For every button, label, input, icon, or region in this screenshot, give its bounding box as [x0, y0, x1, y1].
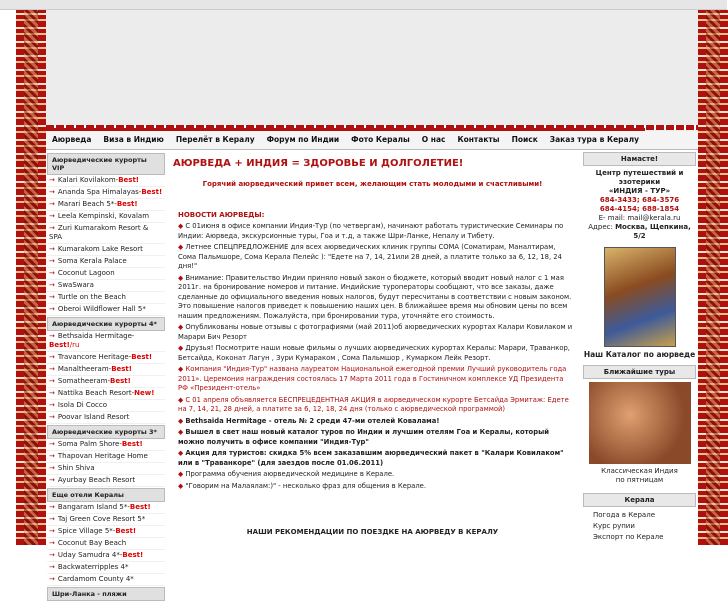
sidebar-item-label: Manaltheeram- [57, 365, 112, 373]
email-link[interactable]: E- mail: mail@kerala.ru [598, 214, 681, 222]
greeting-text: Горячий аюрведический привет всем, желающим стать молодыми и счастливыми! [202, 180, 543, 188]
sidebar-item-label: Oberoi Wildflower Hall 5* [57, 305, 146, 313]
diamond-icon: ◆ [178, 481, 186, 490]
sidebar-item-label: Taj Green Cove Resort 5* [57, 515, 146, 523]
best-badge: Best! [110, 377, 131, 385]
arrow-icon: → [49, 563, 55, 571]
diamond-icon: ◆ [178, 273, 186, 282]
sidebar-item-label: Bangaram Island 5*- [57, 503, 130, 511]
sidebar-item-label: Travancore Heritage- [57, 353, 132, 361]
address [583, 223, 696, 241]
arrow-icon: → [49, 551, 55, 559]
news-item-text: С 01 апреля объявляется БЕСПРЕЦЕДЕНТНАЯ АКЦИЯ в аюрведическом курорте Бетсайда Эрмитаж: Едете на 7, 14, 21, 28 дней, а платите за 6, 12, 18, 24 дня (только с аюрведической программой) [178, 395, 569, 413]
arrow-icon: → [49, 332, 55, 340]
best-badge: Best! [121, 440, 143, 448]
company-name: «ИНДИЯ - ТУР» [608, 187, 671, 195]
news-item[interactable] [178, 482, 574, 492]
sidebar-item-label: Kalari Kovilakom- [57, 176, 119, 184]
sidebar-item[interactable] [47, 268, 165, 280]
sidebar-item-label: Leela Kempinski, Kovalam [57, 212, 150, 220]
diamond-icon: ◆ [178, 395, 186, 404]
address-label: Адрес: [588, 223, 613, 231]
sidebar-section-heading: Еще отели Кералы [47, 488, 165, 502]
sidebar-section-heading: Шри-Ланка - пляжи [47, 587, 165, 601]
news-item-text: Компания "Индия-Тур" названа лауреатом Национальной ежегодной премии Лучший руководитель года 2011». Церемония награждения состоялась 17 Марта 2011 года в Гостиничном комплексе УД Президента РФ «Президент-отель» [178, 365, 567, 392]
news-item[interactable] [178, 222, 574, 241]
sidebar-item[interactable] [47, 388, 165, 400]
sidebar-item-label: Turtle on the Beach [57, 293, 126, 301]
sidebar-item[interactable] [47, 292, 165, 304]
main-nav [46, 131, 698, 150]
sidebar-section-heading: Аюрведические курорты 3* [47, 425, 165, 439]
news-item-text: Вышел в свет наш новый каталог туров по Индии и лучшим отелям Гоа и Кералы, который можно получить в офисе компании "Индия-Тур" [178, 428, 550, 446]
arrow-icon: → [49, 503, 55, 511]
sidebar-item-label: Thapovan Heritage Home [57, 452, 148, 460]
catalog-image[interactable] [604, 247, 676, 347]
arrow-icon: → [49, 515, 55, 523]
sidebar-item-label: Marari Beach 5*- [57, 200, 117, 208]
arrow-icon: → [49, 212, 55, 220]
sidebar-item-label: Bethsaida Hermitage- [57, 332, 135, 340]
nav-about[interactable]: О нас [416, 128, 452, 149]
sidebar-item[interactable] [47, 463, 165, 475]
diamond-icon: ◆ [178, 323, 186, 331]
header-banner [46, 10, 698, 132]
news-list [178, 222, 574, 491]
sidebar-item[interactable] [47, 538, 165, 550]
sidebar-item[interactable] [47, 280, 165, 292]
kerala-links [583, 507, 696, 543]
sidebar-item[interactable] [47, 376, 165, 388]
sidebar-item-label: Cardamom County 4* [57, 575, 134, 583]
arrow-icon: → [49, 293, 55, 301]
arrow-icon: → [49, 176, 55, 184]
phone-1: 684-3433; 684-3576 [599, 196, 680, 204]
arrow-icon: → [49, 527, 55, 535]
news-item[interactable] [178, 365, 574, 394]
nav-flight[interactable]: Перелёт в Кералу [170, 128, 261, 149]
news-item-text: Акция для туристов: скидка 5% всем заказавшим аюрведический пакет в "Калари Ковилаком" или в "Траванкоре" (для заездов после 01.06.2011) [178, 449, 564, 467]
right-column [583, 152, 696, 545]
sidebar-item[interactable] [47, 451, 165, 463]
sidebar-item[interactable] [47, 562, 165, 574]
sidebar-item[interactable] [47, 223, 165, 244]
sidebar-item[interactable] [47, 475, 165, 487]
best-badge: Best! [111, 365, 132, 373]
best-badge: Best! [116, 200, 138, 208]
news-heading: НОВОСТИ АЮРВЕДЫ: [178, 211, 265, 219]
main-content [167, 152, 578, 545]
sidebar-item[interactable] [47, 211, 165, 223]
news-item[interactable] [178, 428, 574, 447]
best-badge: Best! [49, 341, 70, 349]
best-badge: Best! [131, 353, 153, 361]
arrow-icon: → [49, 464, 55, 472]
nav-forum[interactable]: Форум по Индии [261, 128, 346, 149]
arrow-icon: → [49, 353, 55, 361]
sidebar-item-label: Nattika Beach Resort- [57, 389, 135, 397]
news-item[interactable] [178, 243, 574, 272]
sidebar-item-label: Ayurbay Beach Resort [57, 476, 136, 484]
sidebar-item[interactable] [47, 175, 165, 187]
sidebar-item[interactable] [47, 439, 165, 451]
nav-contacts[interactable]: Контакты [451, 128, 505, 149]
best-badge: Best! [118, 176, 139, 184]
sidebar-item[interactable] [47, 364, 165, 376]
sidebar-item-label: Isola Di Cocco [57, 401, 108, 409]
kerala-link-export[interactable]: Экспорт по Керале [593, 533, 664, 541]
sidebar-item[interactable] [47, 412, 165, 424]
diamond-icon: ◆ [178, 243, 186, 251]
sidebar-item-label: Coconut Lagoon [57, 269, 115, 277]
sidebar-item-label: Ananda Spa Himalayas- [57, 188, 142, 196]
phone-2: 684-4154; 688-1854 [599, 205, 680, 213]
arrow-icon: → [49, 365, 55, 373]
browser-top-bar [0, 0, 727, 10]
sidebar-item[interactable] [47, 502, 165, 514]
sidebar-item[interactable] [47, 550, 165, 562]
sidebar-section-heading: Аюрведические курорты VIP [47, 153, 165, 175]
sidebar-item[interactable] [47, 526, 165, 538]
news-item[interactable] [178, 274, 574, 322]
news-item-text: "Говорим на Малаялам:)" - несколько фраз для общения в Керале. [185, 481, 427, 490]
nav-visa[interactable]: Виза в Индию [97, 128, 169, 149]
center-name: Центр путешествий и эзотерики [595, 169, 684, 186]
sidebar-item-label: SwaSwara [57, 281, 94, 289]
catalog-link[interactable]: Наш Каталог по аюрведе [583, 350, 696, 359]
tours-heading: Ближайшие туры [583, 365, 696, 379]
news-item-text: Bethsaida Hermitage - отель № 2 среди 47-ми отелей Ковалама! [185, 416, 440, 425]
diamond-icon: ◆ [178, 416, 186, 425]
sidebar-item[interactable] [47, 187, 165, 199]
sidebar-section-heading: Аюрведические курорты 4* [47, 317, 165, 331]
sidebar-item[interactable] [47, 244, 165, 256]
news-item[interactable] [178, 470, 574, 480]
arrow-icon: → [49, 452, 55, 460]
contact-heading: Намасте! [583, 152, 696, 166]
sidebar-item-label: Zuri Kumarakom Resort & SPA [49, 224, 149, 241]
arrow-icon: → [49, 575, 55, 583]
sidebar-item-label: Uday Samudra 4*- [57, 551, 123, 559]
sidebar-item[interactable] [47, 400, 165, 412]
address-value: Москва, Щепкина, 5/2 [615, 223, 691, 240]
best-badge: Best! [129, 503, 151, 511]
sidebar-item[interactable] [47, 199, 165, 211]
news-item[interactable] [178, 449, 574, 468]
sidebar-item-label: Shin Shiva [57, 464, 95, 472]
sidebar-item-label: Poovar Island Resort [57, 413, 130, 421]
best-badge: Best! [115, 527, 137, 535]
arrow-icon: → [49, 281, 55, 289]
arrow-icon: → [49, 476, 55, 484]
tour-image[interactable] [589, 382, 691, 464]
sidebar-item-label: Soma Palm Shore- [57, 440, 122, 448]
nav-search[interactable]: Поиск [506, 128, 544, 149]
recommendations-heading: НАШИ РЕКОМЕНДАЦИИ ПО ПОЕЗДКЕ НА АЮРВЕДУ В КЕРАЛУ [246, 528, 499, 536]
nav-ayurveda[interactable]: Аюрведа [46, 128, 97, 149]
arrow-icon: → [49, 188, 55, 196]
sidebar-item[interactable] [47, 331, 165, 352]
arrow-icon: → [49, 224, 55, 232]
sidebar-item-label: Kumarakom Lake Resort [57, 245, 143, 253]
arrow-icon: → [49, 245, 55, 253]
news-item-text: С 01июня в офисе компании Индия-Тур (по четвергам), начинают работать туристические Семинары по Индии: Аюрведа, экскурсионные туры, Гоа и т.д, а также Шри-Ланке, Непалу и Тибету. [178, 222, 564, 240]
diamond-icon: ◆ [178, 449, 186, 457]
left-ornament-border [16, 10, 46, 545]
diamond-icon: ◆ [178, 428, 186, 436]
lang-suffix[interactable]: /ru [69, 341, 80, 349]
sidebar-item-label: Spice Village 5*- [57, 527, 116, 535]
news-item-text: Программа обучения аюрведической медицине в Керале. [185, 470, 395, 478]
tour-title[interactable]: Классическая Индия [601, 467, 678, 475]
sidebar [47, 152, 165, 598]
best-badge: New! [134, 389, 155, 397]
kerala-link-rupee[interactable]: Курс рупии [593, 522, 635, 530]
kerala-heading: Керала [583, 493, 696, 507]
diamond-icon: ◆ [178, 470, 186, 478]
tour-schedule: по пятницам [615, 476, 664, 484]
diamond-icon: ◆ [178, 365, 186, 373]
right-ornament-border [698, 10, 728, 545]
kerala-link-weather[interactable]: Погода в Керале [593, 511, 656, 519]
best-badge: Best! [141, 188, 163, 196]
diamond-icon: ◆ [178, 222, 186, 230]
news-item-text: Внимание: Правительство Индии приняло новый закон о бюджете, который вводит новый налог с 1 мая 2011г. на бронирование номеров и питание. Индийские туроператоры сообщают, что все заказы, даже сделанные до официального введения новых налогов, будут пересчитаны в соответствии с новым законом. Это повышение налогов приведет к повышению наших цен. В ближайшее время мы обновим цены по всем нашим предложениям. Пожалуйста, при бронировании тура, уточняйте его стоимость. [178, 273, 572, 320]
contact-block [583, 166, 696, 244]
arrow-icon: → [49, 377, 55, 385]
news-item-text: Друзья! Посмотрите наши новые фильмы о лучших аюрведических курортах Кералы: Марари, Траванкор, Бетсайда, Коконат Лагун , Зури Кумараком , Сома Пальмшор , Кумарком Лейк Резорт. [178, 344, 570, 362]
sidebar-item[interactable] [47, 574, 165, 586]
sidebar-item[interactable] [47, 256, 165, 268]
news-item[interactable] [178, 344, 574, 363]
tour-caption[interactable] [583, 467, 696, 485]
arrow-icon: → [49, 413, 55, 421]
sidebar-item[interactable] [47, 352, 165, 364]
best-badge: Best! [122, 551, 144, 559]
sidebar-item-label: Somatheeram- [57, 377, 111, 385]
sidebar-item[interactable] [47, 304, 165, 316]
news-item[interactable] [178, 323, 574, 342]
arrow-icon: → [49, 389, 55, 397]
nav-photo[interactable]: Фото Кералы [345, 128, 416, 149]
sidebar-item-label: Coconut Bay Beach [57, 539, 127, 547]
sidebar-item-label: Soma Kerala Palace [57, 257, 127, 265]
arrow-icon: → [49, 401, 55, 409]
nav-order-tour[interactable]: Заказ тура в Кералу [544, 128, 645, 149]
arrow-icon: → [49, 200, 55, 208]
arrow-icon: → [49, 269, 55, 277]
page-title: АЮРВЕДА + ИНДИЯ = ЗДОРОВЬЕ И ДОЛГОЛЕТИЕ! [173, 158, 464, 169]
news-item[interactable] [178, 417, 574, 427]
news-item-text: Опубликованы новые отзывы с фотографиями (май 2011)об аюрведических курортах Калари Ковилаком и Марари Бич Резорт [178, 323, 573, 341]
news-item[interactable] [178, 396, 574, 415]
arrow-icon: → [49, 305, 55, 313]
arrow-icon: → [49, 440, 55, 448]
arrow-icon: → [49, 539, 55, 547]
sidebar-item-label: Backwaterripples 4* [57, 563, 129, 571]
sidebar-item[interactable] [47, 514, 165, 526]
diamond-icon: ◆ [178, 344, 186, 352]
arrow-icon: → [49, 257, 55, 265]
news-item-text: Летнее СПЕЦПРЕДЛОЖЕНИЕ для всех аюрведических клиник группы СОМА (Соматирам, Маналтирам, Сома Пальмшоре, Сома Керала Пелейс ): "Едете на 7, 14, 21или 28 дней, а платите только за 6, 12, 18, 24 дня!" [178, 243, 562, 270]
